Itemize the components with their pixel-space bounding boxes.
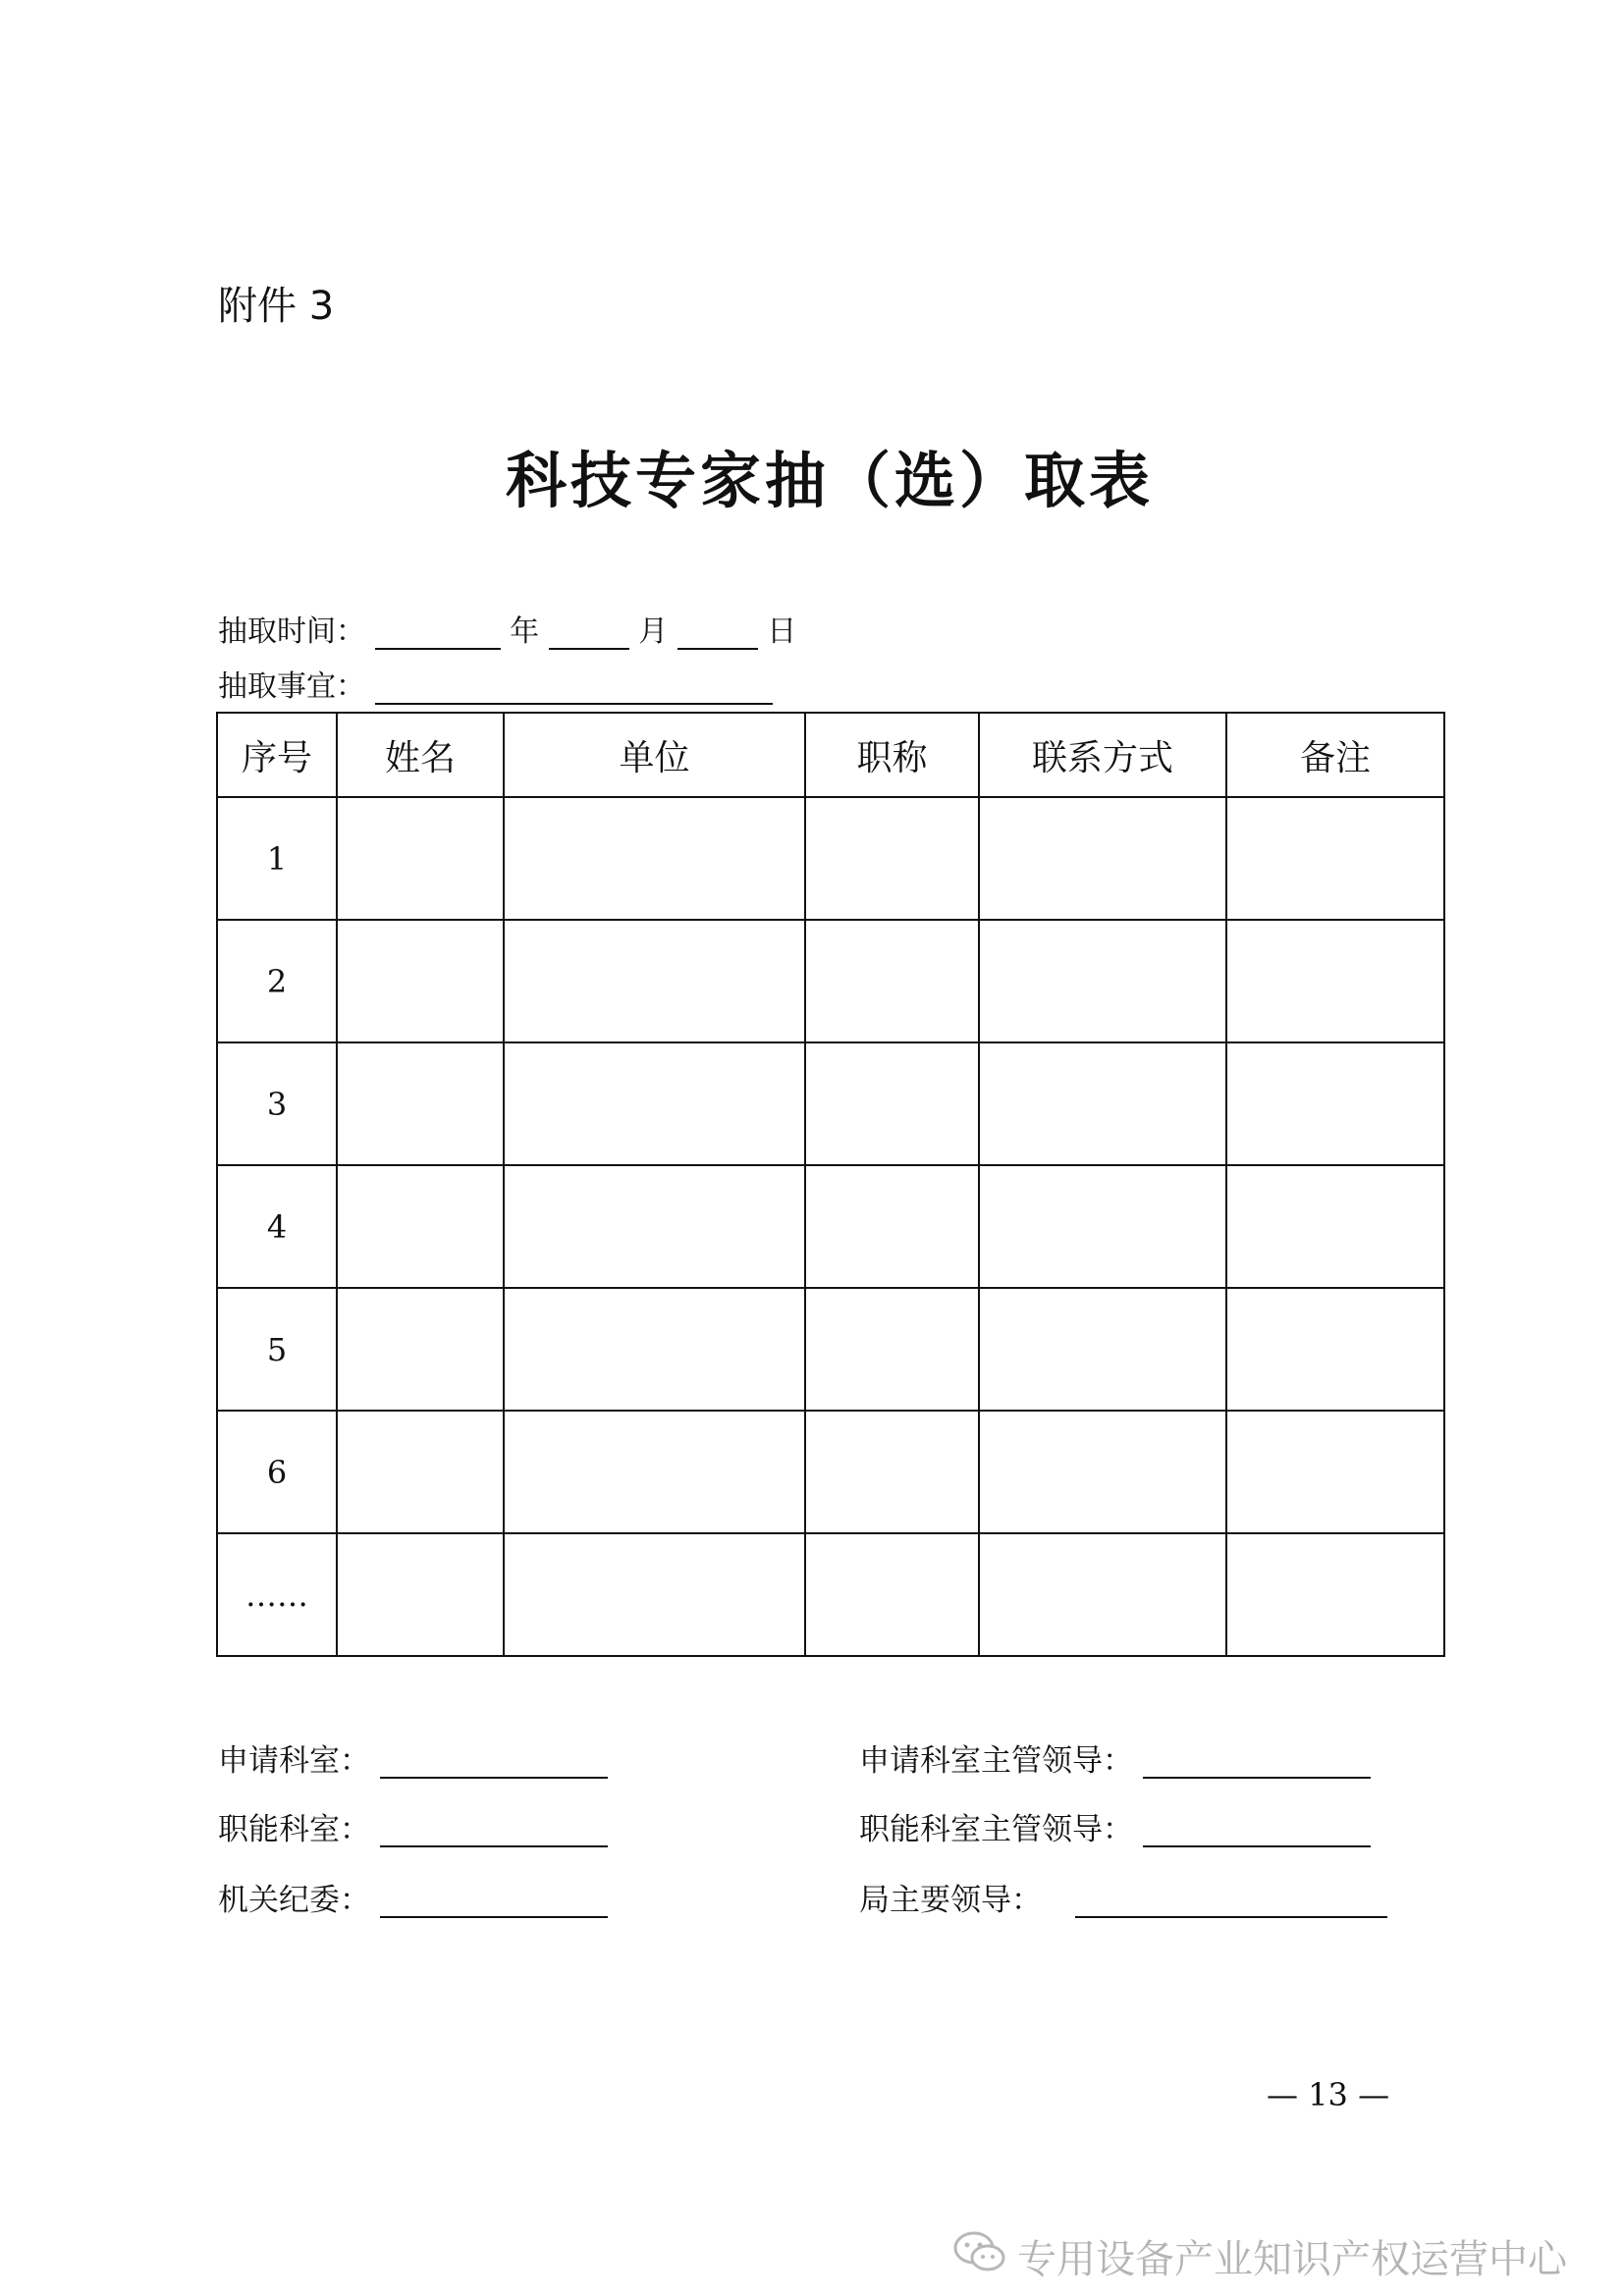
discipline-committee-row [218, 1883, 608, 1918]
page-number: — 13 — [1267, 2076, 1390, 2113]
cell-name[interactable] [337, 1411, 504, 1533]
cell-unit[interactable] [504, 920, 805, 1042]
cell-unit[interactable] [504, 1533, 805, 1656]
cell-unit[interactable] [504, 797, 805, 920]
cell-remark[interactable] [1226, 920, 1444, 1042]
cell-title[interactable] [805, 1288, 979, 1411]
cell-name[interactable] [337, 1533, 504, 1656]
table-row [217, 920, 1444, 1042]
draw-time-row [218, 614, 796, 650]
row-serial: 2 [217, 920, 337, 1042]
draw-time-month-field[interactable] [549, 618, 629, 650]
cell-name[interactable] [337, 1165, 504, 1288]
table-row [217, 1533, 1444, 1656]
functional-leader-row [859, 1812, 1371, 1847]
cell-unit[interactable] [504, 1288, 805, 1411]
cell-contact[interactable] [979, 1533, 1226, 1656]
bureau-leader-field[interactable] [1075, 1887, 1387, 1918]
cell-unit[interactable] [504, 1165, 805, 1288]
cell-contact[interactable] [979, 797, 1226, 920]
table-row [217, 1165, 1444, 1288]
cell-title[interactable] [805, 797, 979, 920]
cell-name[interactable] [337, 797, 504, 920]
functional-leader-field[interactable] [1143, 1816, 1371, 1847]
draw-time-year-field[interactable] [375, 618, 501, 650]
cell-title[interactable] [805, 1411, 979, 1533]
discipline-committee-label: 机关纪委： [218, 1883, 370, 1918]
cell-title[interactable] [805, 1533, 979, 1656]
attachment-label: 附件 3 [218, 284, 335, 329]
draw-time-label: 抽取时间： [218, 614, 365, 649]
functional-leader-label: 职能科室主管领导： [859, 1812, 1133, 1847]
row-serial: …… [217, 1533, 337, 1656]
table-row [217, 1042, 1444, 1165]
cell-remark[interactable] [1226, 1165, 1444, 1288]
functional-dept-field[interactable] [380, 1816, 608, 1847]
draw-matter-row [218, 669, 773, 705]
applicant-leader-label: 申请科室主管领导： [859, 1743, 1133, 1779]
header-title: 职称 [805, 713, 979, 797]
draw-matter-field[interactable] [375, 673, 773, 705]
cell-name[interactable] [337, 920, 504, 1042]
row-serial: 4 [217, 1165, 337, 1288]
header-serial: 序号 [217, 713, 337, 797]
draw-time-day-field[interactable] [677, 618, 758, 650]
draw-matter-label: 抽取事宜： [218, 669, 365, 704]
expert-selection-table [216, 712, 1445, 1657]
draw-time-month-label: 月 [638, 614, 669, 649]
bureau-leader-row [859, 1883, 1387, 1918]
row-serial: 1 [217, 797, 337, 920]
page-title: 科技专家抽（选）取表 [505, 445, 1154, 516]
cell-remark[interactable] [1226, 1533, 1444, 1656]
cell-contact[interactable] [979, 1288, 1226, 1411]
bureau-leader-label: 局主要领导： [859, 1883, 1042, 1918]
cell-unit[interactable] [504, 1042, 805, 1165]
applicant-dept-field[interactable] [380, 1747, 608, 1779]
row-serial: 6 [217, 1411, 337, 1533]
cell-title[interactable] [805, 1165, 979, 1288]
table-row [217, 1288, 1444, 1411]
cell-contact[interactable] [979, 920, 1226, 1042]
cell-remark[interactable] [1226, 1288, 1444, 1411]
wechat-icon [952, 2230, 1007, 2283]
header-contact: 联系方式 [979, 713, 1226, 797]
cell-remark[interactable] [1226, 1042, 1444, 1165]
applicant-dept-label: 申请科室： [218, 1743, 370, 1779]
table-header-row [217, 713, 1444, 797]
table-row [217, 1411, 1444, 1533]
functional-dept-label: 职能科室： [218, 1812, 370, 1847]
header-name: 姓名 [337, 713, 504, 797]
row-serial: 5 [217, 1288, 337, 1411]
cell-title[interactable] [805, 1042, 979, 1165]
cell-title[interactable] [805, 920, 979, 1042]
header-remark: 备注 [1226, 713, 1444, 797]
cell-name[interactable] [337, 1288, 504, 1411]
cell-remark[interactable] [1226, 1411, 1444, 1533]
watermark-text: 专用设备产业知识产权运营中心 [1017, 2237, 1567, 2282]
cell-unit[interactable] [504, 1411, 805, 1533]
table-row [217, 797, 1444, 920]
applicant-dept-row [218, 1743, 608, 1779]
cell-name[interactable] [337, 1042, 504, 1165]
cell-contact[interactable] [979, 1411, 1226, 1533]
cell-contact[interactable] [979, 1165, 1226, 1288]
discipline-committee-field[interactable] [380, 1887, 608, 1918]
watermark [952, 2228, 1567, 2284]
applicant-leader-field[interactable] [1143, 1747, 1371, 1779]
cell-remark[interactable] [1226, 797, 1444, 920]
functional-dept-row [218, 1812, 608, 1847]
cell-contact[interactable] [979, 1042, 1226, 1165]
draw-time-day-label: 日 [767, 614, 797, 649]
row-serial: 3 [217, 1042, 337, 1165]
header-unit: 单位 [504, 713, 805, 797]
draw-time-year-label: 年 [510, 614, 540, 649]
applicant-leader-row [859, 1743, 1371, 1779]
